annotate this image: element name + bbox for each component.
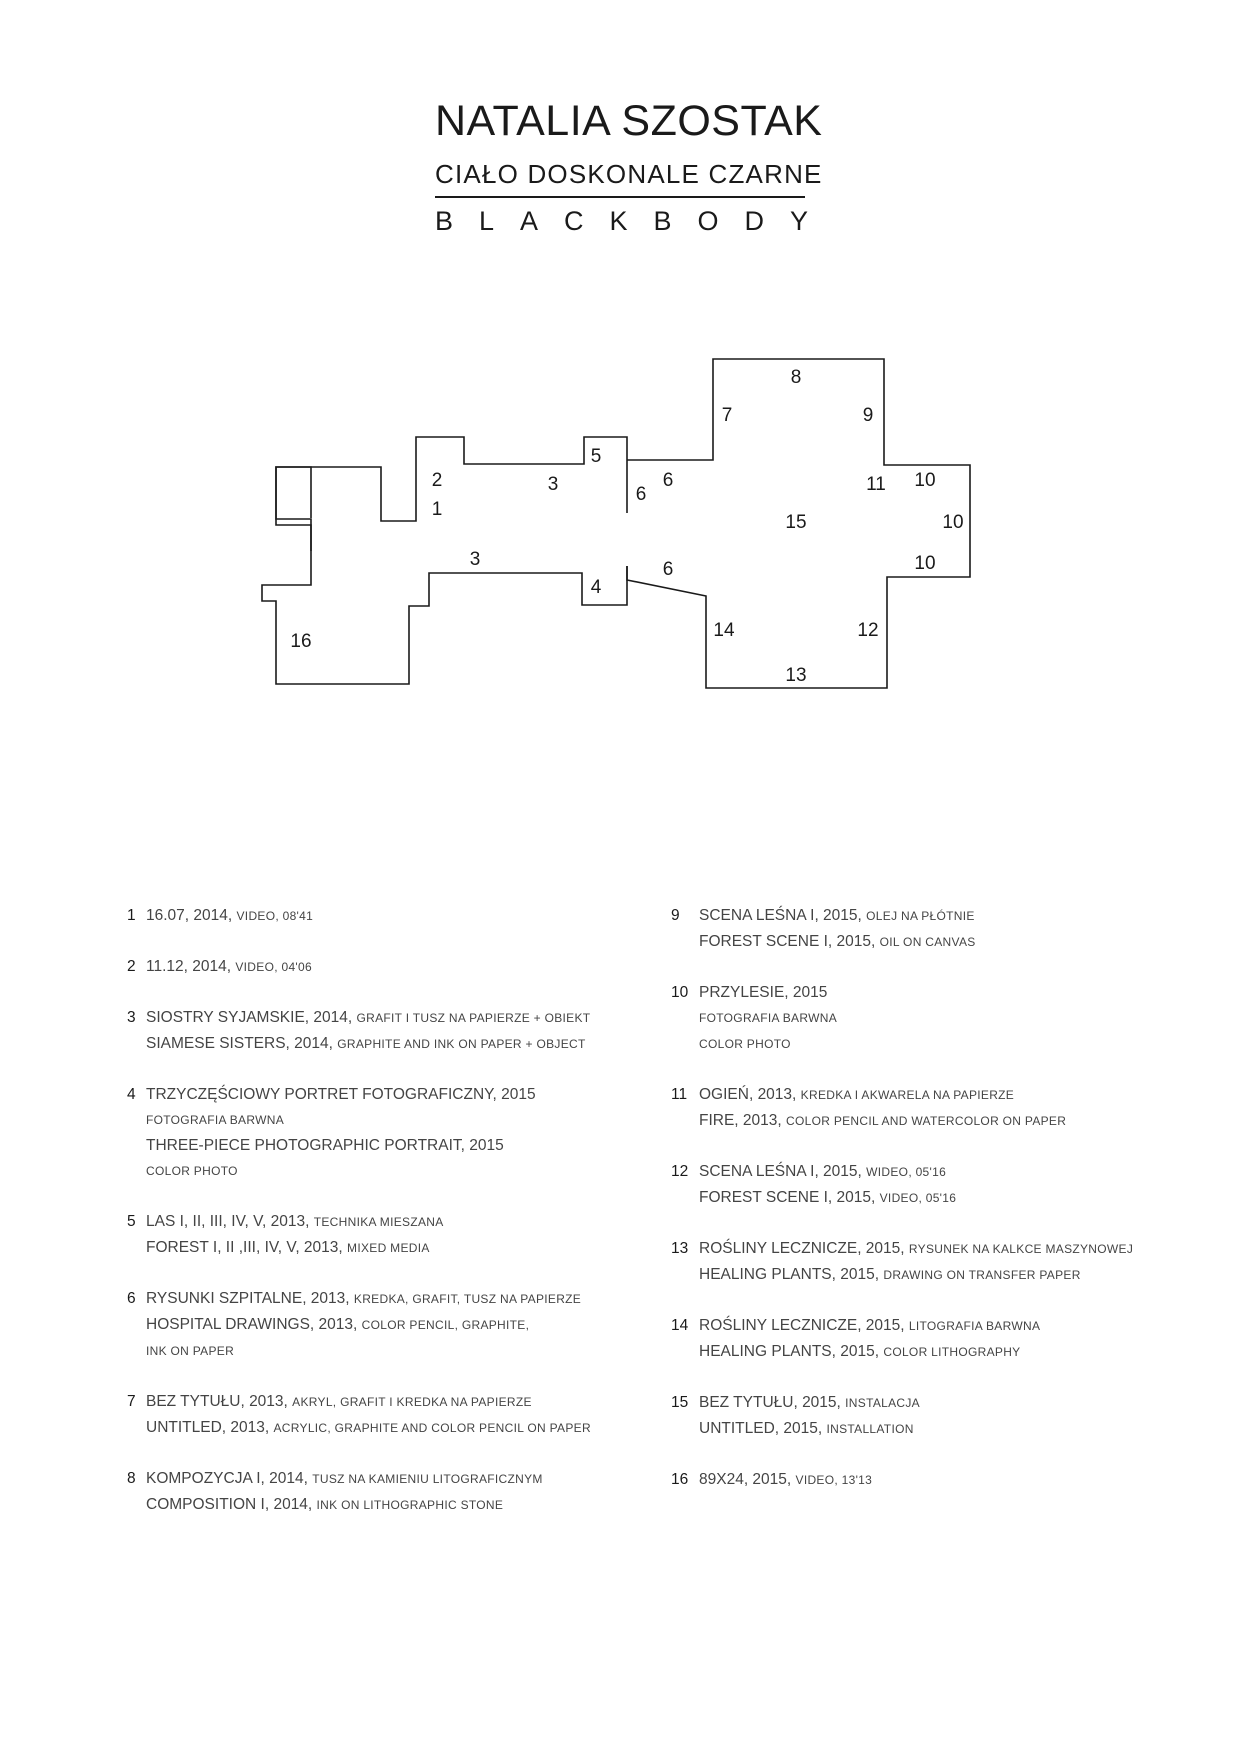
room-label: 5 [590, 446, 602, 467]
work-title: HEALING PLANTS, 2015, [699, 1266, 884, 1283]
work-medium: COLOR PENCIL, GRAPHITE, [361, 1318, 530, 1332]
work-line [699, 1313, 1040, 1339]
work-line [699, 1416, 920, 1442]
work-title: 89X24, 2015, [699, 1471, 796, 1488]
artist-name: NATALIA SZOSTAK [435, 97, 823, 145]
work-medium: LITOGRAFIA BARWNA [908, 1319, 1041, 1333]
work-number: 16 [671, 1471, 689, 1488]
work-medium: COLOR PHOTO [699, 1037, 791, 1051]
room-label: 15 [785, 512, 807, 533]
work-line [699, 1185, 956, 1211]
work-title: UNTITLED, 2015, [699, 1420, 827, 1437]
work-line [146, 954, 312, 980]
title-letter: B [435, 206, 454, 236]
work-medium: AKRYL, GRAFIT I KREDKA NA PAPIERZE [292, 1395, 532, 1409]
work-medium: TECHNIKA MIESZANA [313, 1215, 444, 1229]
work-line [699, 1339, 1040, 1365]
room-label: 11 [866, 474, 886, 495]
work-entry [127, 1286, 647, 1364]
work-number: 3 [127, 1009, 136, 1026]
work-title: 11.12, 2014, [146, 958, 236, 975]
work-title: SIAMESE SISTERS, 2014, [146, 1035, 338, 1052]
work-line [699, 1082, 1066, 1108]
works-list-left [127, 903, 647, 1543]
work-title: COMPOSITION I, 2014, [146, 1496, 317, 1513]
work-medium: FOTOGRAFIA BARWNA [699, 1011, 838, 1025]
work-title: SCENA LEŚNA I, 2015, [699, 907, 867, 924]
room-label: 3 [469, 549, 481, 570]
work-medium: INK ON PAPER [146, 1344, 235, 1358]
work-line [146, 1031, 590, 1057]
room-label: 6 [635, 484, 647, 505]
work-number: 8 [127, 1470, 136, 1487]
title-letter: C [564, 206, 584, 236]
work-line [146, 1312, 581, 1338]
work-title: UNTITLED, 2013, [146, 1419, 274, 1436]
work-medium: WIDEO, 05'16 [866, 1165, 947, 1179]
work-medium: GRAFIT I TUSZ NA PAPIERZE + OBIEKT [356, 1011, 591, 1025]
work-medium: COLOR LITHOGRAPHY [883, 1345, 1021, 1359]
work-title: KOMPOZYCJA I, 2014, [146, 1470, 313, 1487]
work-entry [671, 1159, 1191, 1211]
work-title: BEZ TYTUŁU, 2015, [699, 1394, 846, 1411]
work-line [146, 1466, 543, 1492]
work-entry [671, 903, 1191, 955]
work-line [146, 1133, 536, 1158]
work-line [146, 1389, 591, 1415]
room-label: 10 [942, 512, 964, 533]
work-number: 15 [671, 1394, 689, 1411]
room-label: 10 [914, 553, 936, 574]
work-medium: INK ON LITHOGRAPHIC STONE [316, 1498, 504, 1512]
work-medium: COLOR PENCIL AND WATERCOLOR ON PAPER [786, 1114, 1067, 1128]
work-medium: VIDEO, 13'13 [795, 1473, 873, 1487]
work-line [699, 980, 837, 1005]
work-line [146, 1209, 444, 1235]
work-line [699, 1159, 956, 1185]
room-label: 10 [914, 470, 936, 491]
work-entry [127, 1389, 647, 1441]
work-number: 1 [127, 907, 136, 924]
room-label: 13 [785, 665, 807, 686]
room-label: 14 [713, 620, 735, 641]
work-number: 2 [127, 958, 136, 975]
title-letter: A [520, 206, 539, 236]
work-entry [127, 1005, 647, 1057]
work-entry [671, 1467, 1191, 1493]
room-label: 16 [290, 631, 312, 652]
work-entry [671, 1313, 1191, 1365]
work-medium: TUSZ NA KAMIENIU LITOGRAFICZNYM [312, 1472, 543, 1486]
work-medium: INSTALLATION [826, 1422, 914, 1436]
work-number: 13 [671, 1240, 689, 1257]
work-entry [127, 903, 647, 929]
room-label: 3 [547, 474, 559, 495]
work-title: FOREST I, II ,III, IV, V, 2013, [146, 1239, 348, 1256]
work-line [146, 1286, 581, 1312]
work-line [699, 1108, 1066, 1134]
work-number: 4 [127, 1086, 136, 1103]
work-medium: COLOR PHOTO [146, 1164, 238, 1178]
work-title: BEZ TYTUŁU, 2013, [146, 1393, 293, 1410]
work-line [146, 1107, 536, 1133]
room-label: 4 [590, 577, 602, 598]
outline-north [276, 437, 627, 552]
work-medium: DRAWING ON TRANSFER PAPER [883, 1268, 1081, 1282]
work-title: HEALING PLANTS, 2015, [699, 1343, 884, 1360]
work-title: TRZYCZĘŚCIOWY PORTRET FOTOGRAFICZNY, 2015 [146, 1086, 536, 1103]
work-title: OGIEŃ, 2013, [699, 1086, 801, 1103]
work-medium: RYSUNEK NA KALKCE MASZYNOWEJ [908, 1242, 1134, 1256]
work-entry [671, 1082, 1191, 1134]
work-medium: MIXED MEDIA [347, 1241, 430, 1255]
title-letter: K [609, 206, 628, 236]
work-title: PRZYLESIE, 2015 [699, 984, 828, 1001]
work-title: RYSUNKI SZPITALNE, 2013, [146, 1290, 354, 1307]
works-list-right [671, 903, 1191, 1518]
wall-top [276, 467, 311, 551]
work-medium: VIDEO, 08'41 [236, 909, 314, 923]
room-label: 1 [431, 499, 443, 520]
work-title: SIOSTRY SYJAMSKIE, 2014, [146, 1009, 357, 1026]
work-line [699, 903, 976, 929]
work-line [699, 1262, 1133, 1288]
work-title: FOREST SCENE I, 2015, [699, 1189, 880, 1206]
work-number: 9 [671, 907, 680, 924]
work-title: ROŚLINY LECZNICZE, 2015, [699, 1240, 909, 1257]
outline-south [262, 552, 627, 684]
work-title: LAS I, II, III, IV, V, 2013, [146, 1213, 314, 1230]
work-line [146, 1235, 444, 1261]
work-line [699, 1005, 837, 1031]
room-label: 8 [790, 367, 802, 388]
work-line [146, 1005, 590, 1031]
work-line [699, 929, 976, 955]
work-medium: KREDKA, GRAFIT, TUSZ NA PAPIERZE [353, 1292, 582, 1306]
work-entry [127, 1466, 647, 1518]
work-number: 7 [127, 1393, 136, 1410]
work-number: 12 [671, 1163, 689, 1180]
work-medium: ACRYLIC, GRAPHITE AND COLOR PENCIL ON PAPER [273, 1421, 591, 1435]
work-entry [671, 1236, 1191, 1288]
work-number: 5 [127, 1213, 136, 1230]
work-medium: INSTALACJA [845, 1396, 920, 1410]
work-medium: VIDEO, 05'16 [879, 1191, 957, 1205]
title-letter: B [653, 206, 672, 236]
work-medium: KREDKA I AKWARELA NA PAPIERZE [800, 1088, 1015, 1102]
work-number: 6 [127, 1290, 136, 1307]
work-line [146, 1338, 581, 1364]
work-title: FOREST SCENE I, 2015, [699, 933, 880, 950]
room-label: 2 [431, 470, 443, 491]
work-medium: GRAPHITE AND INK ON PAPER + OBJECT [337, 1037, 586, 1051]
floor-plan-labels [290, 367, 963, 686]
work-line [699, 1031, 837, 1057]
work-entry [671, 1390, 1191, 1442]
work-entry [127, 1209, 647, 1261]
work-title: THREE-PIECE PHOTOGRAPHIC PORTRAIT, 2015 [146, 1137, 504, 1154]
work-line [699, 1236, 1133, 1262]
room-label: 9 [862, 405, 874, 426]
room-label: 12 [857, 620, 879, 641]
work-entry [127, 954, 647, 980]
title-letter: L [479, 206, 495, 236]
exhibition-title-polish: CIAŁO DOSKONALE CZARNE [435, 159, 823, 189]
floor-plan-walls [276, 467, 311, 551]
room-label: 6 [662, 559, 674, 580]
work-title: 16.07, 2014, [146, 907, 237, 924]
title-letter: Y [789, 206, 808, 236]
work-title: HOSPITAL DRAWINGS, 2013, [146, 1316, 362, 1333]
work-line [146, 1158, 536, 1184]
work-number: 14 [671, 1317, 689, 1334]
work-medium: FOTOGRAFIA BARWNA [146, 1113, 285, 1127]
work-medium: OIL ON CANVAS [879, 935, 976, 949]
title-letter: O [697, 206, 719, 236]
work-title: ROŚLINY LECZNICZE, 2015, [699, 1317, 909, 1334]
title-letter: D [744, 206, 764, 236]
work-entry [671, 980, 1191, 1057]
floor-plan [0, 0, 1241, 720]
work-line [146, 903, 313, 929]
work-title: SCENA LEŚNA I, 2015, [699, 1163, 867, 1180]
work-line [699, 1390, 920, 1416]
work-line [699, 1467, 872, 1493]
work-entry [127, 1082, 647, 1184]
work-number: 11 [671, 1086, 688, 1103]
room-label: 6 [662, 470, 674, 491]
room-label: 7 [721, 405, 733, 426]
work-line [146, 1415, 591, 1441]
work-medium: OLEJ NA PŁÓTNIE [866, 909, 975, 923]
work-number: 10 [671, 984, 689, 1001]
work-title: FIRE, 2013, [699, 1112, 787, 1129]
work-line [146, 1082, 536, 1107]
work-medium: VIDEO, 04'06 [235, 960, 312, 974]
work-line [146, 1492, 543, 1518]
